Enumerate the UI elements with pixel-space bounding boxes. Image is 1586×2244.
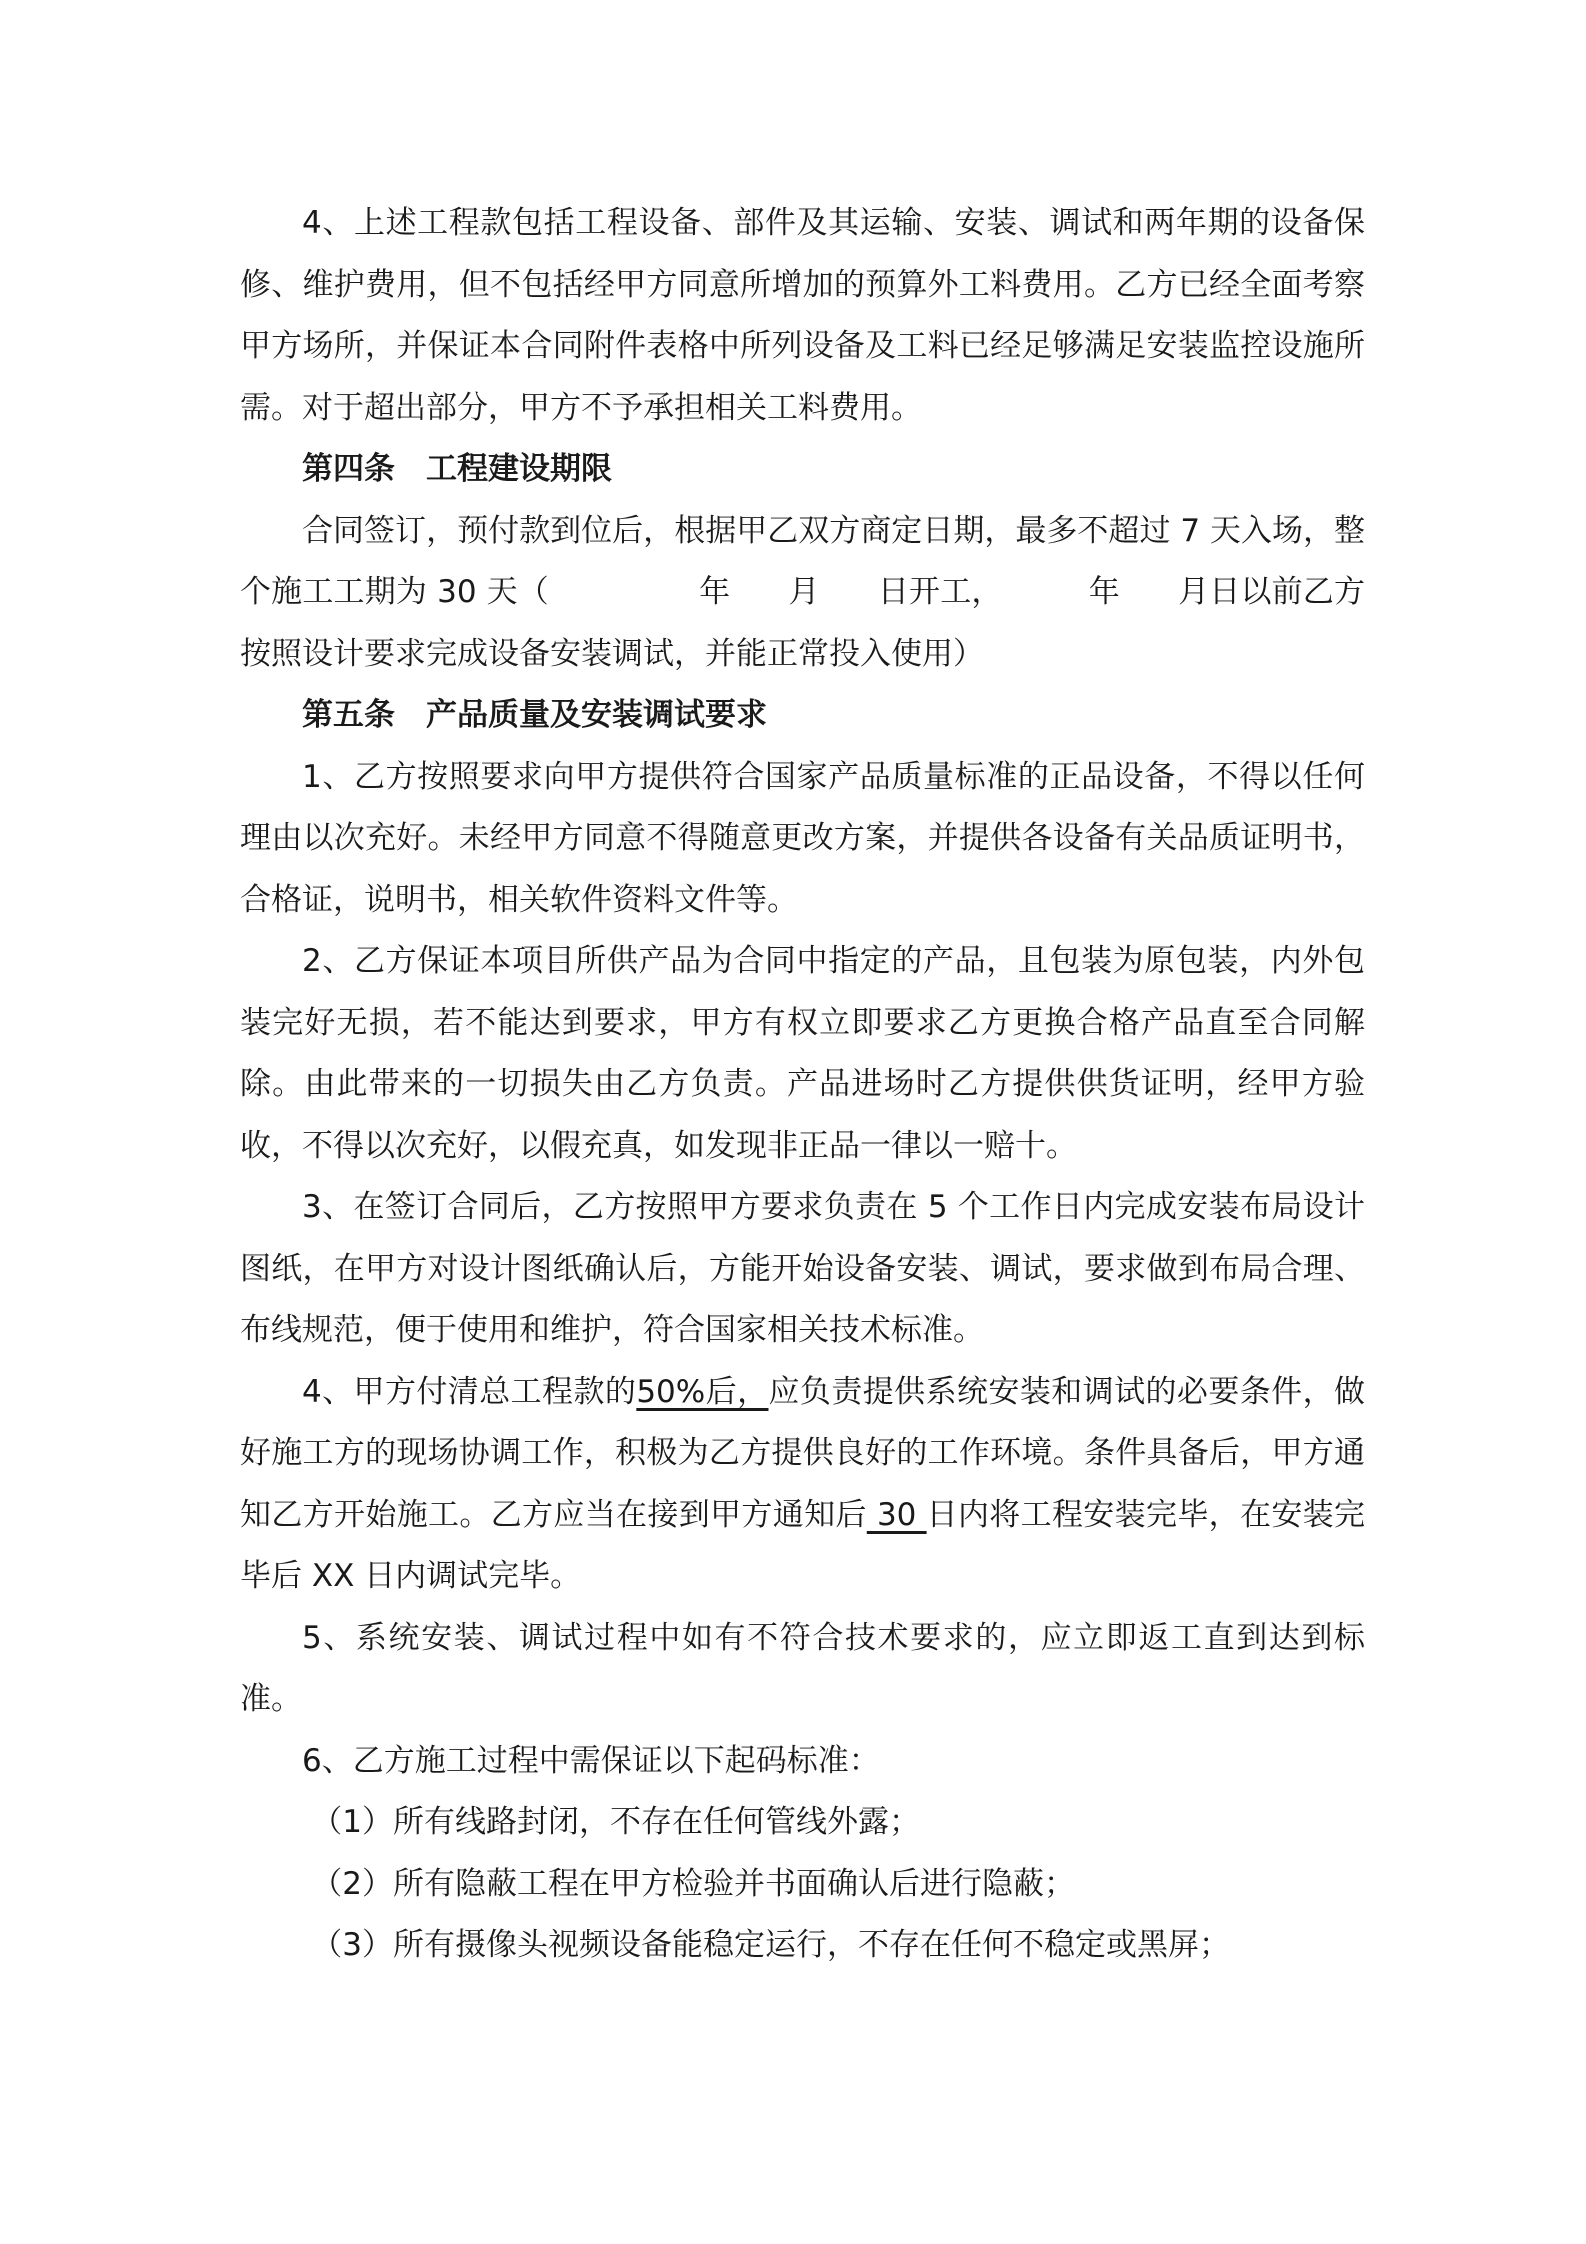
standard-item-1: （1）所有线路封闭，不存在任何管线外露； [311, 1804, 921, 1840]
clause-5-4-text-end: 日内将工程安装完毕，在安装完毕后 XX 日内调试完毕。 [240, 1496, 1366, 1594]
article-4-heading: 第四条 工程建设期限 [302, 451, 612, 487]
clause-5-1-paragraph: 1、乙方按照要求向甲方提供符合国家产品质量标准的正品设备，不得以任何理由以次充好。未经甲方同意不得随意更改方案，并提供各设备有关品质证明书，合格证，说明书，相关软件资料文件等。 [240, 758, 1365, 918]
end-month-label: 月 [1177, 574, 1210, 610]
start-day-label: 日开工， [877, 574, 1003, 610]
clause-5-6-paragraph: 6、乙方施工过程中需保证以下起码标准： [302, 1742, 880, 1779]
end-year-label: 年 [1088, 574, 1120, 610]
article-4-paragraph [240, 501, 1365, 686]
clause-5-2-paragraph: 2、乙方保证本项目所供产品为合同中指定的产品，且包装为原包装，内外包装完好无损，若不能达到要求，甲方有权立即要求乙方更换合格产品直至合同解除。由此带来的一切损失由乙方负责。产品进场时乙方提供供货证明，经甲方验收，不得以次充好，以假充真，如发现非正品一律以一赔十。 [240, 943, 1365, 1164]
clause-5-4-text-middle: 应负责提供系统安装和调试的必要条件，做好施工方的现场协调工作，积极为乙方提供良好的工作环境。条件具备后，甲方通知乙方开始施工。乙方应当在接到甲方通知后 [240, 1373, 1365, 1533]
article-4-text-start: 合同签订，预付款到位后，根据甲乙双方商定日期，最多不超过 7 天入场，整个施工工期为 30 天（ [240, 512, 1365, 610]
start-month-label: 月 [788, 574, 820, 610]
clause-4-paragraph: 4、上述工程款包括工程设备、部件及其运输、安装、调试和两年期的设备保修、维护费用，但不包括经甲方同意所增加的预算外工料费用。乙方已经全面考察甲方场所，并保证本合同附件表格中所列设备及工料已经足够满足安装监控设施所需。对于超出部分，甲方不予承担相关工料费用。 [240, 205, 1365, 426]
standard-item-3: （3）所有摄像头视频设备能稳定运行，不存在任何不稳定或黑屏； [311, 1927, 1231, 1963]
install-days-value: 30 [866, 1496, 927, 1533]
clause-5-3-paragraph: 3、在签订合同后，乙方按照甲方要求负责在 5 个工作日内完成安装布局设计图纸，在甲方对设计图纸确认后，方能开始设备安装、调试，要求做到布局合理、布线规范，便于使用和维护，符合国家相关技术标准。 [240, 1189, 1365, 1348]
start-year-label: 年 [698, 574, 731, 610]
article-4-text-end: 日以前乙方按照设计要求完成设备安装调试，并能正常投入使用） [240, 574, 1366, 672]
clause-5-5-paragraph: 5、系统安装、调试过程中如有不符合技术要求的，应立即返工直到达到标准。 [240, 1619, 1365, 1717]
document-body [240, 193, 1365, 1977]
standard-item-2: （2）所有隐蔽工程在甲方检验并书面确认后进行隐蔽； [311, 1865, 1076, 1902]
clause-5-4-text-start: 4、甲方付清总工程款的 [302, 1373, 637, 1410]
payment-percentage: 50%后， [636, 1373, 769, 1410]
clause-5-4-paragraph [240, 1362, 1365, 1608]
article-5-heading: 第五条 产品质量及安装调试要求 [302, 697, 767, 733]
